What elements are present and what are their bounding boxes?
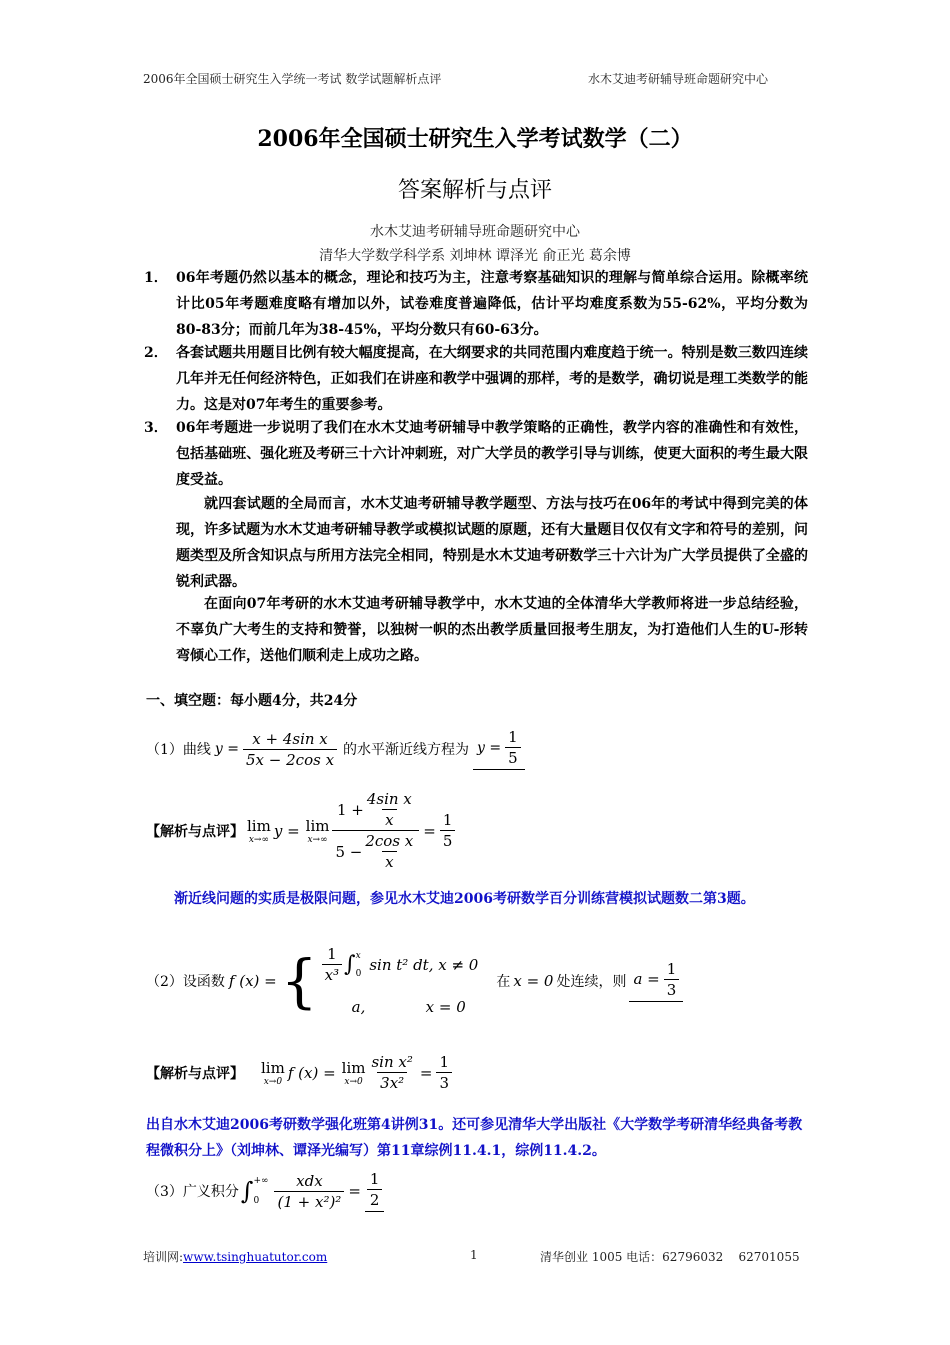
question-3-prefix: （3）广义积分: [146, 1184, 239, 1200]
answer-1: [146, 790, 455, 871]
a2-lim-text: lim: [261, 1058, 285, 1077]
q2-case-1: [322, 945, 479, 984]
q1-mid-text: 的水平渐近线方程为: [343, 742, 470, 758]
a1-bot-num: 2cos x: [365, 832, 414, 850]
q3-int-upper: +∞: [253, 1176, 269, 1186]
header-left: 2006年全国硕士研究生入学统一考试 数学试题解析点评: [143, 72, 442, 86]
a1-limit: [247, 817, 271, 845]
a1-y: y =: [273, 821, 300, 840]
question-3: [146, 1170, 384, 1212]
intro-item-number: 3．: [144, 420, 168, 436]
a2-limit: [261, 1059, 285, 1087]
section-heading: 一、填空题：每小题4分，共24分: [146, 693, 358, 709]
a2-den: 3x²: [377, 1072, 407, 1092]
question-1-prefix: （1）曲线: [146, 742, 211, 758]
a2-num: sin x²: [371, 1053, 413, 1071]
question-2-prefix: （2）设函数: [146, 973, 225, 990]
q1-answer-den: 5: [505, 747, 521, 767]
a2-result: [436, 1053, 452, 1092]
intro-item-text: 06年考题仍然以基本的概念，理论和技巧为主，注意考察基础知识的理解与简单综合运用。除概率统计比05年考题难度略有增加以外，试卷难度普遍降低，估计平均难度系数为55-62%，平均分数为80-83分；而前几年为38-45%，平均分数只有60-63分。: [176, 270, 808, 338]
author-org: 水木艾迪考研辅导班命题研究中心: [370, 224, 580, 240]
a1-result-den: 5: [440, 830, 456, 850]
q3-den: (1 + x²)²: [274, 1191, 344, 1211]
q3-fraction: [274, 1172, 344, 1211]
question-1: [146, 728, 525, 770]
q2-case2-cond: x = 0: [425, 998, 466, 1016]
q3-equals: =: [348, 1182, 361, 1200]
intro-item-2: [144, 340, 808, 418]
a1-top-lead: 1 +: [336, 800, 364, 819]
q2-answer-den: 3: [664, 979, 680, 999]
author-names: 清华大学数学科学系 刘坤林 谭泽光 俞正光 葛余博: [319, 248, 631, 264]
a2-lim-sub: x→0: [263, 1076, 283, 1087]
intro-item-3: [144, 415, 808, 493]
q2-case-2: [322, 998, 479, 1016]
a1-big-numerator: [334, 790, 418, 830]
a1-lim-text-2: lim: [305, 816, 330, 835]
a1-top-num: 4sin x: [366, 790, 412, 808]
q1-numerator: x + 4sin x: [252, 729, 328, 748]
a1-bot-den: x: [382, 851, 396, 871]
question-2: [146, 945, 683, 1016]
a1-lim-sub: x→∞: [248, 834, 269, 845]
footer-left: [143, 1248, 327, 1265]
q2-answer-num: 1: [666, 959, 677, 978]
q2-cases: [322, 945, 479, 1016]
q1-answer: [473, 728, 525, 770]
intro-item-text: 06年考题进一步说明了我们在水木艾迪考研辅导中教学策略的正确性，教学内容的准确性和有效性，包括基础班、强化班及考研三十六计冲刺班，对广大学员的教学引导与训练，使更大面积的考生最大限度受益。: [176, 420, 808, 488]
page-title: 2006年全国硕士研究生入学考试数学（二）: [257, 126, 693, 152]
q2-fx: f (x) =: [228, 971, 277, 990]
a1-bot-lead: 5 −: [335, 842, 363, 861]
a1-bot-fraction: [362, 832, 416, 871]
answer-1-label: 【解析与点评】: [146, 823, 244, 840]
q2-answer-fraction: [664, 960, 680, 999]
answer-2-note: 出自水木艾迪2006考研数学强化班第4讲例31。还可参见清华大学出版社《大学数学考研清华经典备考教程微积分上》（刘坤林、谭泽光编写）第11章综例11.4.1，综例11.4.2。: [146, 1117, 803, 1159]
q1-answer-num: 1: [508, 728, 518, 746]
a2-lim-text-2: lim: [341, 1058, 366, 1077]
q3-answer: [365, 1170, 385, 1212]
a1-lim-text: lim: [247, 816, 271, 835]
intro-item-number: 1．: [144, 270, 168, 286]
intro-item-number: 2．: [144, 345, 168, 361]
a1-big-denominator: [332, 830, 419, 871]
a1-top-den: x: [382, 809, 396, 829]
a2-lim-sub-2: x→0: [344, 1076, 363, 1087]
q2-int-body: sin t² dt, x ≠ 0: [369, 955, 479, 974]
intro-item-1: [144, 265, 808, 343]
q2-mid2: 处连续，则: [556, 973, 627, 990]
q1-denominator: 5x − 2cos x: [243, 749, 337, 769]
q3-num: xdx: [296, 1171, 323, 1190]
brace-icon: {: [280, 946, 318, 1015]
q3-answer-num: 1: [369, 1170, 380, 1188]
q2-int-limits: [356, 951, 362, 979]
q2-case2-value: a,: [351, 998, 366, 1016]
a1-big-fraction: [332, 790, 419, 871]
q2-int-lower: 0: [355, 968, 362, 979]
answer-2: [146, 1053, 452, 1092]
q2-coef: [322, 945, 342, 984]
q2-answer: [629, 960, 683, 1002]
a2-fx: f (x) =: [287, 1063, 336, 1082]
a2-result-den: 3: [436, 1072, 452, 1092]
header-right: 水木艾迪考研辅导班命题研究中心: [588, 72, 769, 86]
a2-fraction: [368, 1053, 415, 1092]
answer-1-note: 渐近线问题的实质是极限问题，参见水木艾迪2006考研数学百分训练营模拟试题数二第3题。: [174, 891, 755, 907]
q3-answer-den: 2: [367, 1189, 383, 1209]
integral-icon: ∫: [240, 1177, 254, 1205]
q2-mid: 在: [496, 973, 511, 990]
a2-equals: =: [419, 1063, 433, 1082]
footer-link[interactable]: www.tsinghuatutor.com: [183, 1250, 328, 1264]
a1-limit-2: [306, 817, 330, 845]
a2-result-num: 1: [439, 1053, 450, 1071]
q3-int-lower: 0: [253, 1196, 260, 1206]
integral-icon: ∫: [344, 952, 356, 977]
intro-item-text: 各套试题共用题目比例有较大幅度提高，在大纲要求的共同范围内难度趋于统一。特别是数三数四连续几年并无任何经济特色，正如我们在讲座和教学中强调的那样，考的是数学，确切说是理工类数学的能力。这是对07年考生的重要参考。: [176, 345, 808, 413]
answer-2-label: 【解析与点评】: [146, 1065, 244, 1082]
q2-coef-den: x³: [322, 964, 342, 984]
paragraph-4: 就四套试题的全局而言，水木艾迪考研辅导教学题型、方法与技巧在06年的考试中得到完美的体现，许多试题为水木艾迪考研辅导教学或模拟试题的原题，还有大量题目仅仅有文字和符号的差别，问题类型及所含知识点与所用方法完全相同，特别是水木艾迪考研数学三十六计为广大学员提供了全盛的锐利武器。: [176, 496, 808, 590]
page-subtitle: 答案解析与点评: [397, 178, 552, 203]
q2-int-upper: x: [355, 950, 361, 961]
a1-result: [440, 811, 456, 850]
q1-y-eq: y =: [214, 741, 240, 757]
q1-fraction: [243, 730, 337, 769]
paragraph-5: 在面向07年考研的水木艾迪考研辅导教学中，水木艾迪的全体清华大学教师将进一步总结经验，不辜负广大考生的支持和赞誉，以独树一帜的杰出教学质量回报考生朋友，为打造他们人生的U-形转弯倾心工作，送他们顺利走上成功之路。: [176, 596, 808, 664]
q3-int-limits: [253, 1176, 268, 1206]
q1-answer-fraction: [505, 728, 521, 767]
footer-label: 培训网:: [143, 1250, 184, 1264]
q2-coef-num: 1: [327, 945, 337, 963]
q3-answer-fraction: [367, 1170, 383, 1209]
a1-result-num: 1: [442, 811, 453, 829]
footer-right: 清华创业 1005 电话：62796032 62701055: [540, 1250, 800, 1264]
q1-answer-y: y =: [477, 739, 502, 756]
a1-top-fraction: [364, 790, 415, 829]
a2-limit-2: [342, 1059, 366, 1087]
q2-cond: x = 0: [513, 971, 554, 990]
a1-equals: =: [423, 821, 436, 840]
page-number: 1: [470, 1248, 478, 1262]
a1-lim-sub-2: x→∞: [307, 834, 328, 845]
q2-answer-a: a =: [633, 970, 660, 988]
